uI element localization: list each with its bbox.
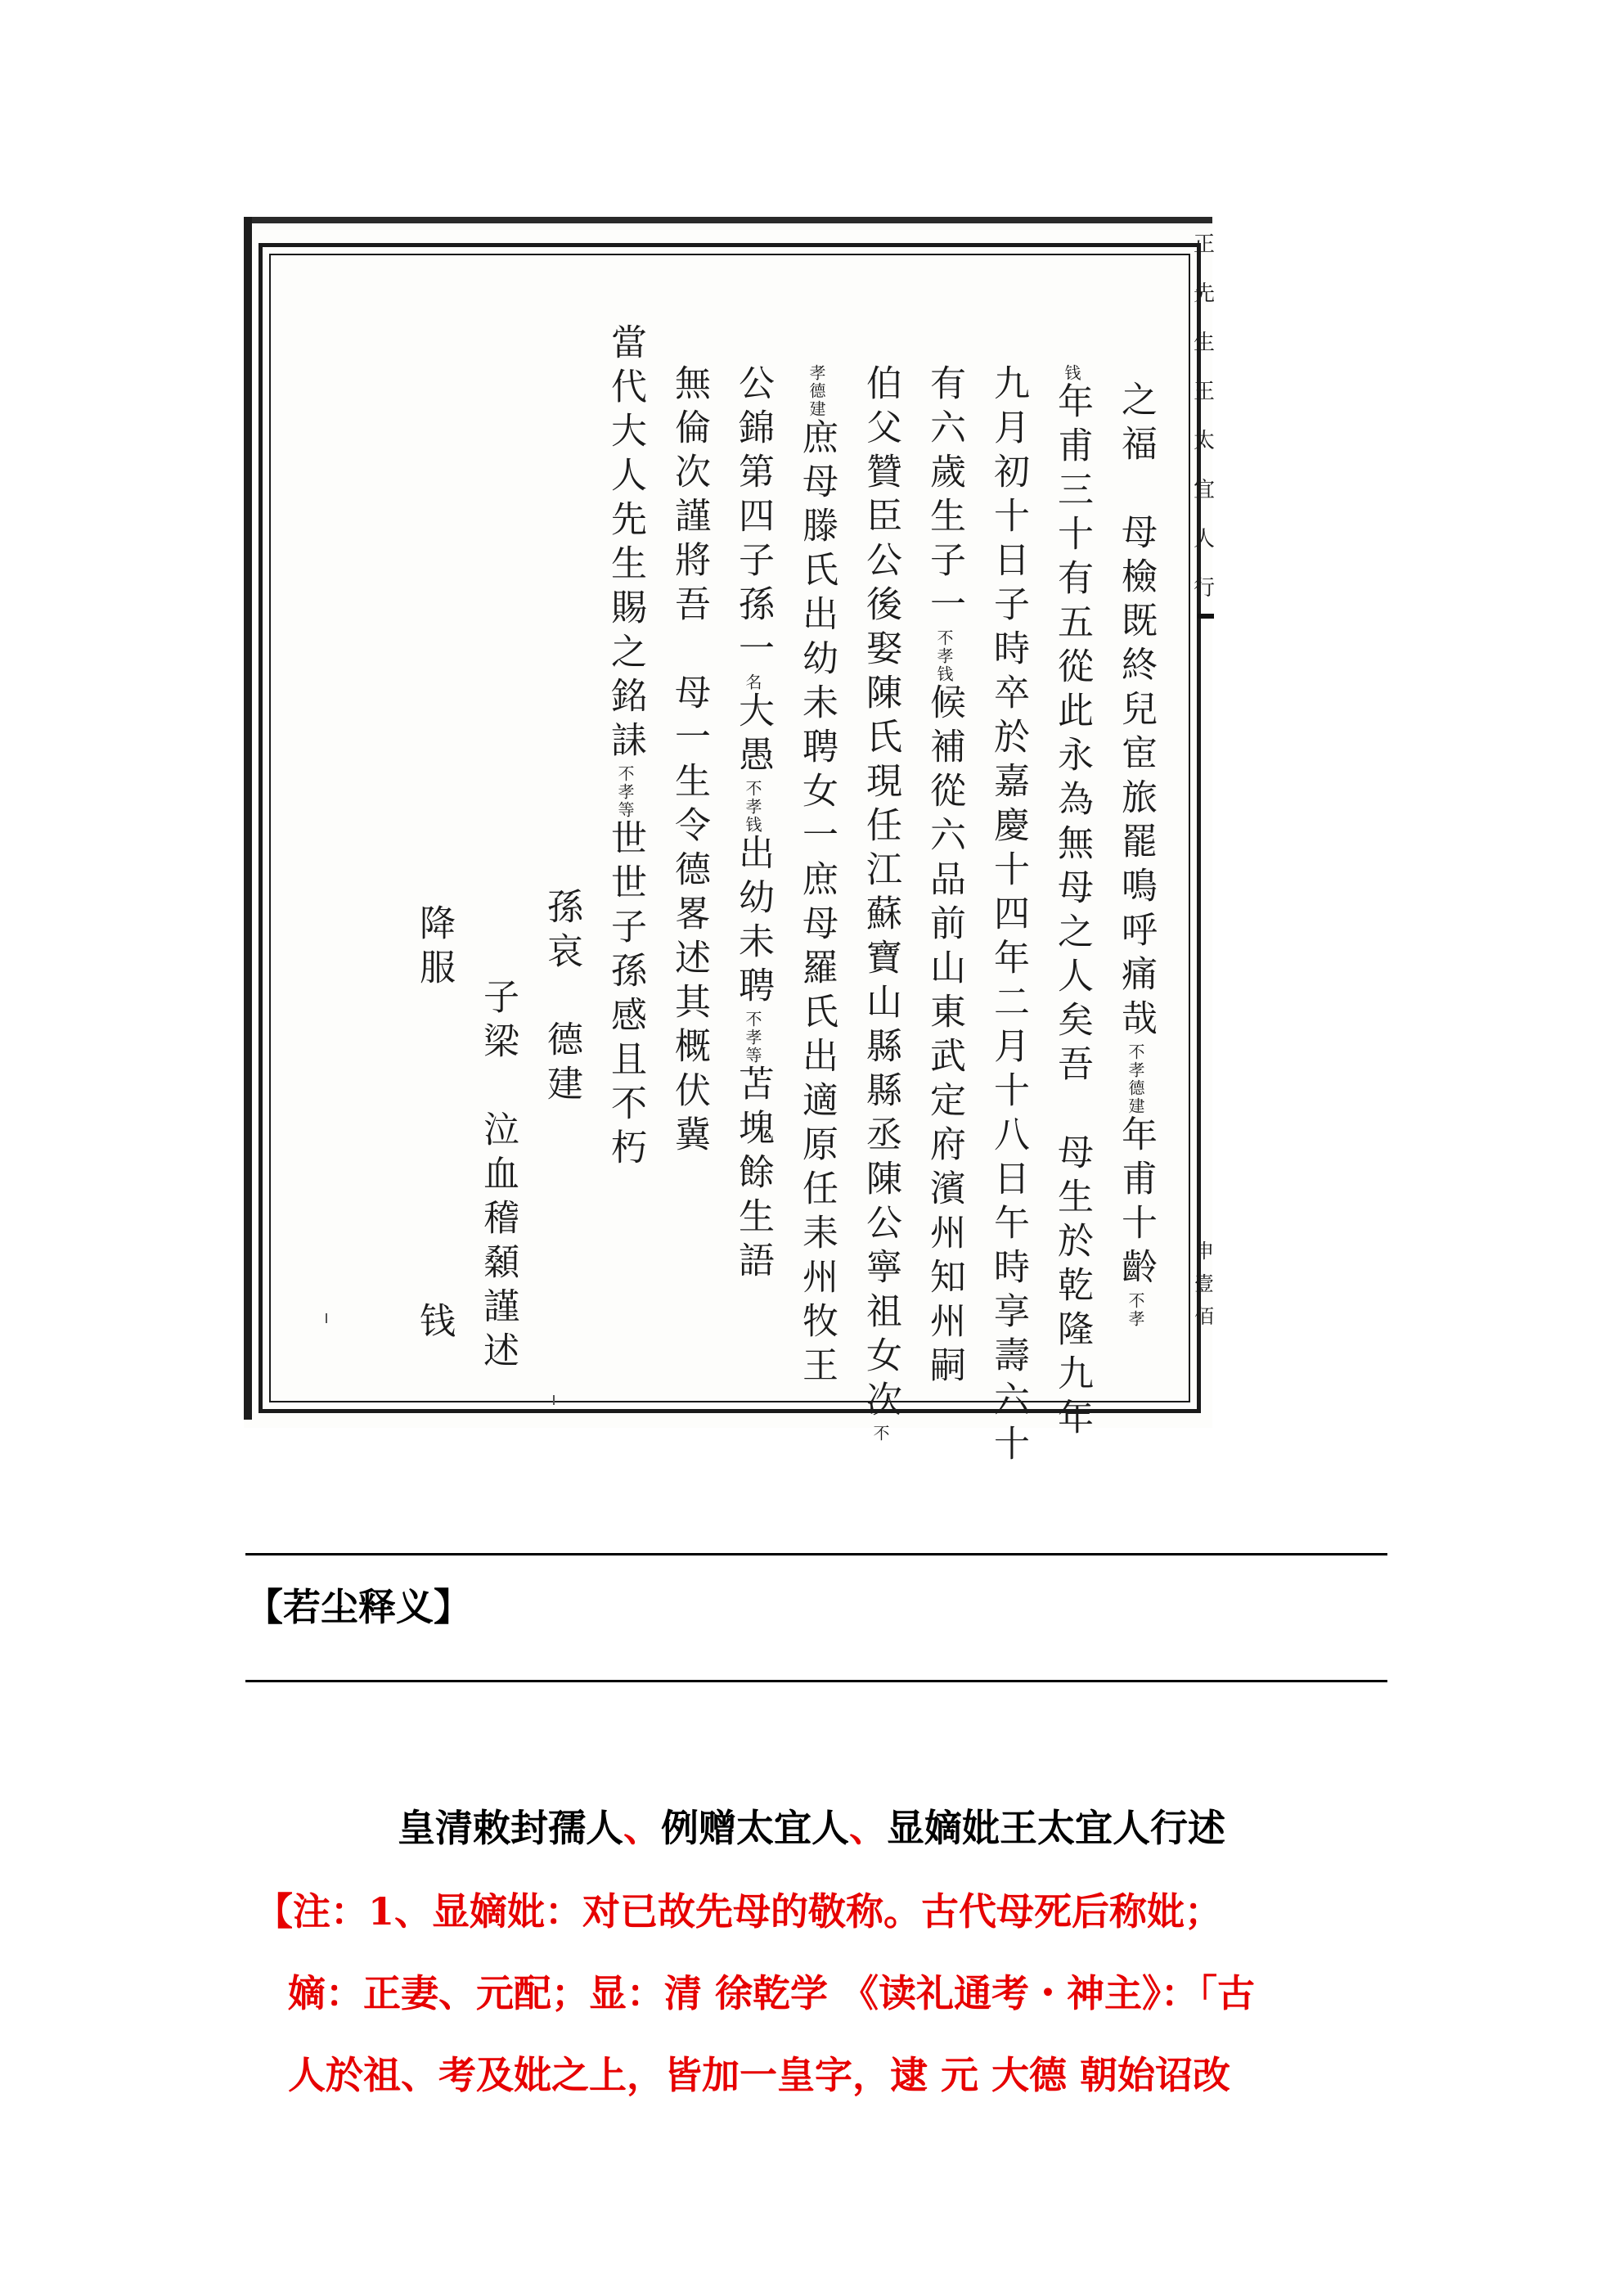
section-rule-bottom bbox=[245, 1680, 1387, 1682]
scanned-page-image bbox=[244, 217, 1215, 1469]
edge-mark: 人 bbox=[1193, 527, 1215, 551]
edge-mark: 佰 bbox=[1194, 1305, 1214, 1328]
edge-mark: 行 bbox=[1193, 576, 1215, 601]
edge-mark: 申 bbox=[1194, 1240, 1214, 1263]
text-column: 孝德建庶母滕氏出幼未聘女一庶母羅氏出適原任耒州牧王 bbox=[796, 364, 838, 1390]
note-line: 嫡：正妻、元配；显：清 徐乾学 《读礼通考・神主》：「古 bbox=[288, 1971, 1256, 2015]
text-column: 钱年甫三十有五從此永為無母之人矣吾 母生於乾隆九年 bbox=[1051, 364, 1093, 1443]
scan-left-border bbox=[244, 217, 252, 1420]
text-column: 有六歲生子一不孝钱候補從六品前山東武定府濱州知州嗣 bbox=[924, 364, 965, 1390]
scan-tick-mark bbox=[326, 1313, 327, 1323]
text-column: 之福 母檢既終兒宦旅罷鳴呼痛哉不孝德建年甫十齡不孝 bbox=[1115, 380, 1157, 1328]
text-column: 子梁 泣血稽顙謹述 bbox=[477, 978, 519, 1375]
edge-mark: 先 bbox=[1193, 281, 1215, 306]
text-column: 當代大人先生賜之銘誄不孝等世世子孫感且不朽 bbox=[605, 323, 646, 1173]
note-line: 人於祖、考及妣之上，皆加一皇字，逮 元 大德 朝始诏改 bbox=[288, 2053, 1231, 2097]
document-title: 皇清敕封孺人、例赠太宜人、显嫡妣王太宜人行述 bbox=[398, 1806, 1225, 1850]
section-rule-top bbox=[245, 1553, 1387, 1555]
note-line: 【注：1、显嫡妣：对已故先母的敬称。古代母死后称妣； bbox=[255, 1889, 1223, 1934]
edge-mark: 太 bbox=[1193, 429, 1215, 453]
fold-bar bbox=[1198, 614, 1214, 619]
text-column: 無倫次謹將吾 母一生令德畧述其概伏冀 bbox=[668, 364, 710, 1159]
section-heading: 【若尘释义】 bbox=[245, 1585, 471, 1629]
text-column: 伯父贊臣公後娶陳氏現任江蘇寶山縣縣丞陳公寧祖女次不 bbox=[860, 364, 901, 1443]
edge-mark: 宜 bbox=[1193, 478, 1215, 502]
scan-top-border bbox=[244, 217, 1212, 223]
page-edge-margin bbox=[1193, 232, 1215, 1420]
edge-mark: 王 bbox=[1193, 380, 1215, 404]
text-column: 降服 钱 bbox=[413, 904, 455, 1346]
edge-mark: 生 bbox=[1193, 331, 1215, 355]
text-column: 公錦第四子孫一名大愚不孝钱出幼未聘不孝等苫塊餘生語 bbox=[732, 364, 774, 1285]
edge-mark: 正 bbox=[1193, 232, 1215, 257]
scan-tick-mark bbox=[553, 1395, 555, 1405]
text-column: 九月初十日子時卒於嘉慶十四年二月十八日午時享壽六十 bbox=[987, 364, 1029, 1469]
edge-mark: 壹 bbox=[1194, 1272, 1214, 1295]
text-column: 孫哀 德建 bbox=[541, 888, 582, 1109]
